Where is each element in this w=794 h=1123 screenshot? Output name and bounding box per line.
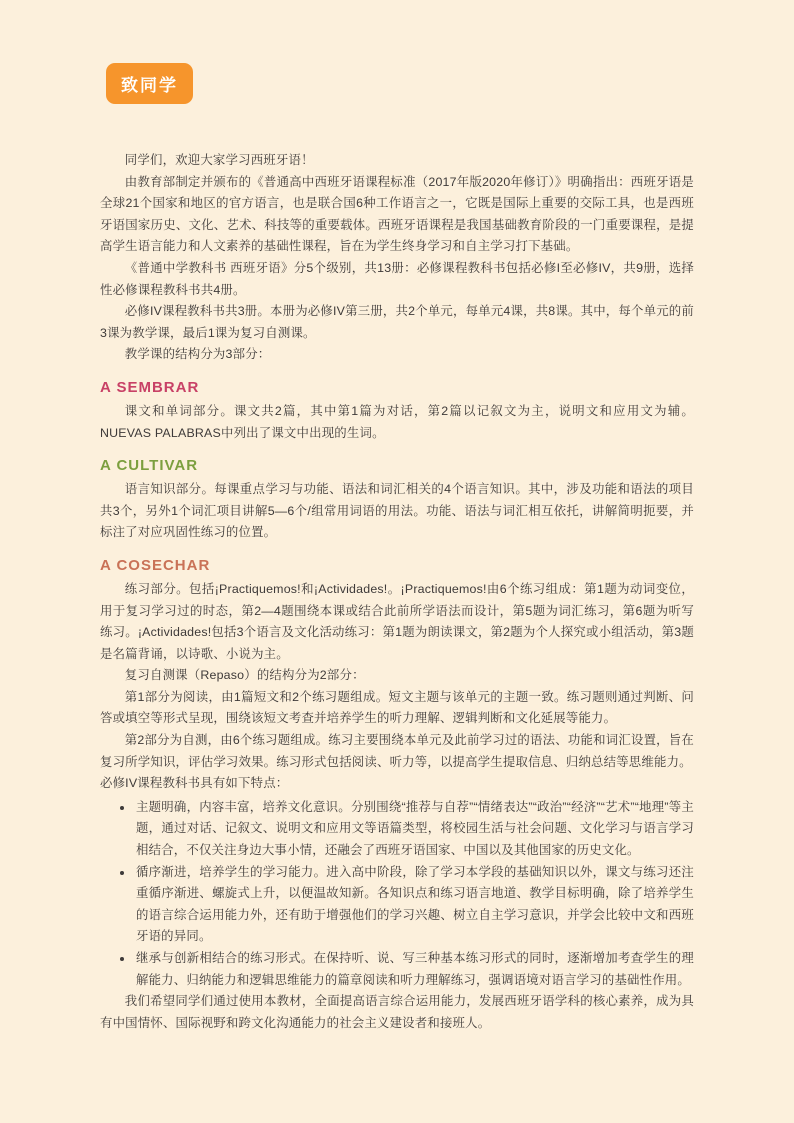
section-badge: 致同学 [106,63,193,104]
intro-paragraph: 由教育部制定并颁布的《普通高中西班牙语课程标准（2017年版2020年修订）》明确指出：西班牙语是全球21个国家和地区的官方语言，也是联合国6种工作语言之一，它既是国际上重要的交际工具，也是西班牙语国家历史、文化、艺术、科技等的重要载体。西班牙语课程是我国基础教育阶段的一门重要课程，是提高学生语言能力和人文素养的基础性课程，旨在为学生终身学习和自主学习打下基础。 [100,174,694,254]
section-body-cosechar: 练习部分。包括¡Practiquemos!和¡Actividades!。¡Practiquemos!由6个练习组成：第1题为动词变位，用于复习学习过的时态，第2—4题围绕本课或结合此前所学语法而设计，第5题为词汇练习，第6题为听写练习。¡Actividades!包括3个语言及文化活动练习：第1题为朗读课文，第2题为个人探究或小组活动，第3题是名篇背诵，以诗歌、小说为主。 [100,581,694,661]
repaso-paragraph: 复习自测课（Repaso）的结构分为2部分： [124,668,365,683]
feature-item: • 继承与创新相结合的练习形式。在保持听、说、写三种基本练习形式的同时，逐渐增加考查学生的理解能力、归纳能力和逻辑思维能力的篇章阅读和听力理解练习，强调语境对语言学习的基础性作用。 [134,948,694,991]
features-list [100,797,694,991]
repaso-paragraph: 第2部分为自测，由6个练习题组成。练习主要围绕本单元及此前学习过的语法、功能和词汇设置，旨在复习所学知识，评估学习效果。练习形式包括阅读、听力等，以提高学生提取信息、归纳总结等思维能力。 [100,733,694,769]
section-body-cultivar: 语言知识部分。每课重点学习与功能、语法和词汇相关的4个语言知识。其中，涉及功能和语法的项目共3个，另外1个词汇项目讲解5—6个/组常用词语的用法。功能、语法与词汇相互依托，讲解简明扼要，并标注了对应巩固性练习的位置。 [100,482,694,540]
closing-paragraph: 我们希望同学们通过使用本教材，全面提高语言综合运用能力，发展西班牙语学科的核心素养，成为具有中国情怀、国际视野和跨文化沟通能力的社会主义建设者和接班人。 [100,994,694,1030]
section-title-cultivar: A CULTIVAR [100,457,199,475]
intro-paragraph: 《普通中学教科书 西班牙语》分5个级别，共13册：必修课程教科书包括必修I至必修IV，共9册，选择性必修课程教科书共4册。 [100,260,694,297]
intro-paragraph: 必修IV课程教科书共3册。本册为必修IV第三册，共2个单元，每单元4课，共8课。其中，每个单元的前3课为教学课，最后1课为复习自测课。 [100,304,694,340]
page-content [100,150,694,1034]
feature-item: • 循序渐进，培养学生的学习能力。进入高中阶段，除了学习本学段的基础知识以外，课文与练习还注重循序渐进、螺旋式上升，以便温故知新。各知识点和练习语言地道、教学目标明确，除了培养学生的语言综合运用能力外，还有助于增强他们的学习兴趣、树立自主学习意识，并学会比较中文和西班牙语的异同。 [134,862,694,948]
section-title-sembrar: A SEMBRAR [100,378,200,396]
features-lead: 必修IV课程教科书具有如下特点： [100,776,289,791]
feature-item: • 主题明确，内容丰富，培养文化意识。分别围绕“推荐与自荐”“情绪表达”“政治”“经济”“艺术”“地理”等主题，通过对话、记叙文、说明文和应用文等语篇类型，将校园生活与社会问题、文化学习与语言学习相结合，不仅关注身边大事小情，还融会了西班牙语国家、中国以及其他国家的历史文化。 [134,797,694,862]
section-title-cosechar: A COSECHAR [100,556,211,574]
repaso-paragraph: 第1部分为阅读，由1篇短文和2个练习题组成。短文主题与该单元的主题一致。练习题则通过判断、问答或填空等形式呈现，围绕该短文考查并培养学生的听力理解、逻辑判断和文化延展等能力。 [100,689,694,726]
intro-paragraph: 教学课的结构分为3部分： [124,347,271,362]
section-body-sembrar: 课文和单词部分。课文共2篇，其中第1篇为对话，第2篇以记叙文为主，说明文和应用文为辅。NUEVAS PALABRAS中列出了课文中出现的生词。 [100,403,694,440]
intro-paragraph: 同学们，欢迎大家学习西班牙语！ [124,153,314,167]
